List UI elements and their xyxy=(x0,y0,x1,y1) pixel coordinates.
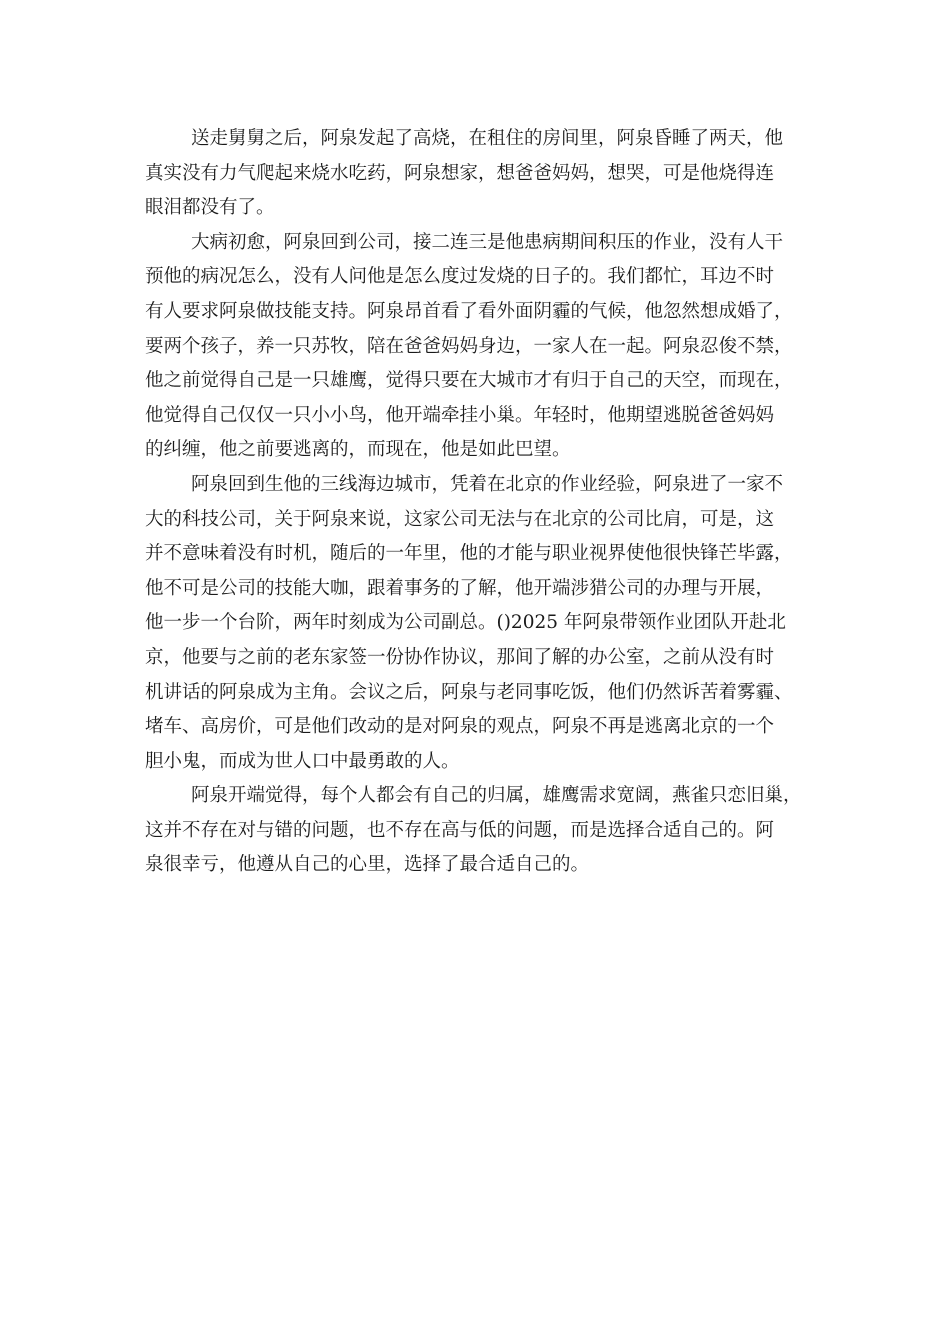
text-line: 他觉得自己仅仅一只小小鸟，他开端牵挂小巢。年轻时，他期望逃脱爸爸妈妈 xyxy=(145,404,775,426)
text-line: 要两个孩子，养一只苏牧，陪在爸爸妈妈身边，一家人在一起。阿泉忍俊不禁， xyxy=(145,335,793,357)
text-line: 堵车、高房价，可是他们改动的是对阿泉的观点，阿泉不再是逃离北京的一个 xyxy=(145,716,775,738)
text-line: 京，他要与之前的老东家签一份协作协议，那间了解的办公室，之前从没有时 xyxy=(145,646,775,668)
text-line: 大的科技公司，关于阿泉来说，这家公司无法与在北京的公司比肩，可是，这 xyxy=(145,508,775,530)
document-body xyxy=(145,122,810,883)
text-line: 胆小鬼，而成为世人口中最勇敢的人。 xyxy=(145,750,460,772)
text-line: 阿泉回到生他的三线海边城市，凭着在北京的作业经验，阿泉进了一家不 xyxy=(191,473,784,495)
text-line: 这并不存在对与错的问题，也不存在高与低的问题，而是选择合适自己的。阿 xyxy=(145,819,775,841)
text-line: 大病初愈，阿泉回到公司，接二连三是他患病期间积压的作业，没有人干 xyxy=(191,231,784,253)
text-line: 他不可是公司的技能大咖，跟着事务的了解，他开端涉猎公司的办理与开展， xyxy=(145,577,775,599)
text-line: 的纠缠，他之前要逃离的，而现在，他是如此巴望。 xyxy=(145,439,571,461)
text-line: 阿泉开端觉得，每个人都会有自己的归属，雄鹰需求宽阔，燕雀只恋旧巢， xyxy=(191,785,802,807)
text-line: 他之前觉得自己是一只雄鹰，觉得只要在大城市才有归于自己的天空，而现在， xyxy=(145,370,793,392)
text-line: 送走舅舅之后，阿泉发起了高烧，在租住的房间里，阿泉昏睡了两天，他 xyxy=(191,128,784,149)
text-line: 泉很幸亏，他遵从自己的心里，选择了最合适自己的。 xyxy=(145,854,590,876)
text-line: 眼泪都没有了。 xyxy=(145,197,275,219)
text-line: 机讲话的阿泉成为主角。会议之后，阿泉与老同事吃饭，他们仍然诉苦着雾霾、 xyxy=(145,681,793,703)
text-line: 他一步一个台阶，两年时刻成为公司副总。()2025 年阿泉带领作业团队开赴北 xyxy=(145,612,786,634)
text-line: 真实没有力气爬起来烧水吃药，阿泉想家，想爸爸妈妈，想哭，可是他烧得连 xyxy=(145,162,775,184)
text-line: 有人要求阿泉做技能支持。阿泉昂首看了看外面阴霾的气候，他忽然想成婚了， xyxy=(145,300,793,322)
text-line: 预他的病况怎么，没有人问他是怎么度过发烧的日子的。我们都忙，耳边不时 xyxy=(145,266,775,288)
text-line: 并不意味着没有时机，随后的一年里，他的才能与职业视界使他很快锋芒毕露， xyxy=(145,543,793,565)
